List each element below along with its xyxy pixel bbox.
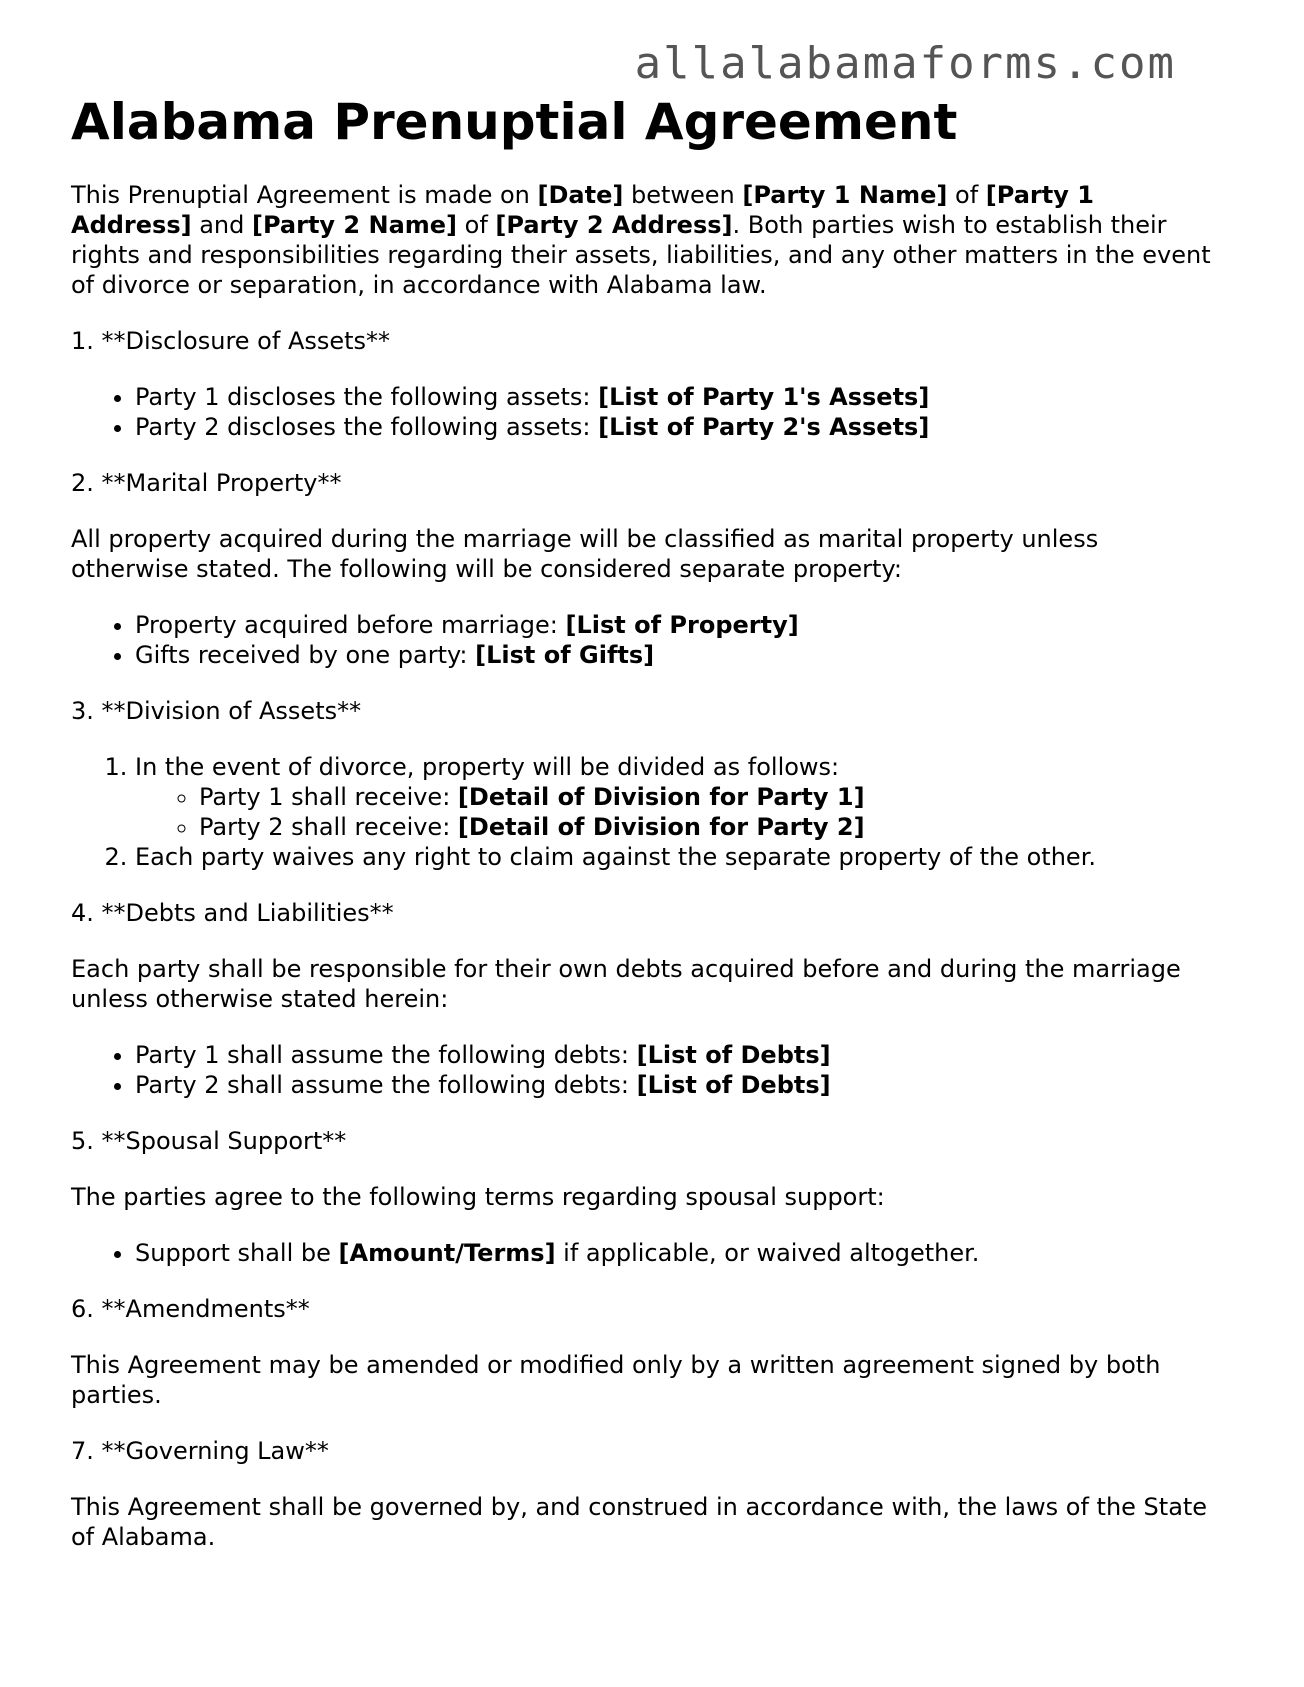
list-item: 2. Each party waives any right to claim against the separate property of the other. bbox=[135, 842, 1221, 872]
party1-assets-field: [List of Party 1's Assets] bbox=[598, 383, 930, 411]
support-terms-field: [Amount/Terms] bbox=[338, 1239, 556, 1267]
party1-division-field: [Detail of Division for Party 1] bbox=[457, 783, 865, 811]
division-sublist bbox=[135, 782, 1221, 842]
section-7-paragraph: This Agreement shall be governed by, and construed in accordance with, the laws of the State of Alabama. bbox=[71, 1493, 1208, 1551]
list-item: • Party 1 shall assume the following debts: [List of Debts] bbox=[135, 1040, 1221, 1070]
party2-assets-field: [List of Party 2's Assets] bbox=[598, 413, 930, 441]
section-6-paragraph: This Agreement may be amended or modified only by a written agreement signed by both parties. bbox=[71, 1351, 1161, 1409]
party2-address-field: [Party 2 Address] bbox=[495, 211, 733, 239]
document-page bbox=[71, 92, 1221, 1578]
party1-name-field: [Party 1 Name] bbox=[742, 181, 948, 209]
gifts-list-field: [List of Gifts] bbox=[475, 641, 655, 669]
intro-text: between bbox=[623, 181, 743, 209]
date-field: [Date] bbox=[537, 181, 624, 209]
debts-list bbox=[71, 1040, 1221, 1100]
division-list bbox=[71, 752, 1221, 872]
site-watermark: allalabamaforms.com bbox=[634, 38, 1176, 89]
section-2-paragraph: All property acquired during the marriage will be classified as marital property unless otherwise stated. The following will be considered separate property: bbox=[71, 525, 1099, 583]
list-item: 1. In the event of divorce, property will be divided as follows: ◦ Party 1 shall receive: [Detail of Division for Party 1] ◦ Party 2 shall receive: [Detail of Division for Party 2] bbox=[135, 752, 1221, 842]
section-4-heading: 4. **Debts and Liabilities** bbox=[71, 899, 394, 927]
list-item: • Party 2 discloses the following assets: [List of Party 2's Assets] bbox=[135, 412, 1221, 442]
section-6-heading: 6. **Amendments** bbox=[71, 1295, 310, 1323]
section-2-heading: 2. **Marital Property** bbox=[71, 469, 342, 497]
property-list-field: [List of Property] bbox=[565, 611, 799, 639]
document-title: Alabama Prenuptial Agreement bbox=[71, 93, 958, 151]
intro-text: of bbox=[457, 211, 496, 239]
section-7-heading: 7. **Governing Law** bbox=[71, 1437, 329, 1465]
party1-address-field: [Party 1 Address] bbox=[71, 181, 1094, 239]
list-item: • Support shall be [Amount/Terms] if applicable, or waived altogether. bbox=[135, 1238, 1221, 1268]
section-4-paragraph: Each party shall be responsible for their own debts acquired before and during the marriage unless otherwise stated herein: bbox=[71, 955, 1181, 1013]
list-item: ◦ Party 2 shall receive: [Detail of Division for Party 2] bbox=[199, 812, 1221, 842]
list-item: • Property acquired before marriage: [List of Property] bbox=[135, 610, 1221, 640]
intro-paragraph bbox=[71, 180, 1221, 300]
intro-text: . Both parties wish to establish their rights and responsibilities regarding their assets, liabilities, and any other matters in the event of divorce or separation, in accordance with Alabama law. bbox=[71, 211, 1211, 299]
separate-property-list bbox=[71, 610, 1221, 670]
section-1-heading: 1. **Disclosure of Assets** bbox=[71, 327, 391, 355]
list-item: • Gifts received by one party: [List of Gifts] bbox=[135, 640, 1221, 670]
spousal-support-list bbox=[71, 1238, 1221, 1268]
list-item: ◦ Party 1 shall receive: [Detail of Division for Party 1] bbox=[199, 782, 1221, 812]
section-5-paragraph: The parties agree to the following terms regarding spousal support: bbox=[71, 1183, 885, 1211]
party2-name-field: [Party 2 Name] bbox=[252, 211, 458, 239]
section-5-heading: 5. **Spousal Support** bbox=[71, 1127, 347, 1155]
section-3-heading: 3. **Division of Assets** bbox=[71, 697, 362, 725]
party1-debts-field: [List of Debts] bbox=[636, 1041, 831, 1069]
party2-division-field: [Detail of Division for Party 2] bbox=[457, 813, 865, 841]
intro-text: and bbox=[191, 211, 253, 239]
list-item: • Party 1 discloses the following assets: [List of Party 1's Assets] bbox=[135, 382, 1221, 412]
list-item: • Party 2 shall assume the following debts: [List of Debts] bbox=[135, 1070, 1221, 1100]
party2-debts-field: [List of Debts] bbox=[636, 1071, 831, 1099]
intro-text: of bbox=[947, 181, 986, 209]
intro-text: This Prenuptial Agreement is made on bbox=[71, 181, 538, 209]
asset-disclosure-list bbox=[71, 382, 1221, 442]
